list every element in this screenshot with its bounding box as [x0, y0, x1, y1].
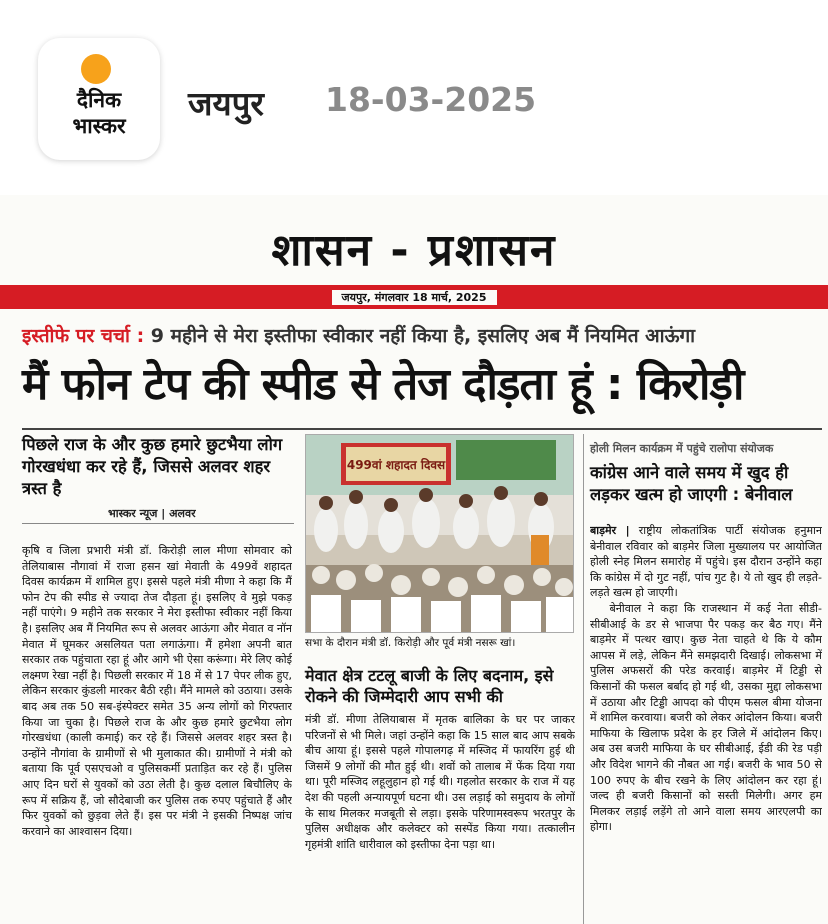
right-para1: राष्ट्रीय लोकतांत्रिक पार्टी संयोजक हनुमान बेनीवाल रविवार को बाड़मेर जिला मुख्यालय पर आयोजित होली स्नेह मिलन समारोह में पहुंचे। इस दौरान उन्होंने कहा कि कांग्रेस में दो गुट नहीं, पांच गुट है। ये तो खुद ही लड़ते-लड़ते खत्म हो जाएगी। — [590, 524, 822, 600]
byline: भास्कर न्यूज | अलवर — [108, 507, 196, 520]
sun-icon — [81, 54, 111, 84]
left-rule — [22, 523, 294, 524]
right-tagline: होली मिलन कार्यक्रम में पहुंचे रालोपा संयोजक — [590, 442, 774, 455]
column-divider — [583, 434, 584, 924]
dateline-text: जयपुर, मंगलवार 18 मार्च, 2025 — [332, 290, 497, 305]
middle-article-body[interactable]: मंत्री डॉ. मीणा तेलियाबास में मृतक बालिका के घर पर जाकर परिजनों से भी मिले। जहां उन्होंने कहा कि 15 साल बाद आप सबके बीच आया हूं। इससे पहले गोपालगढ़ में मस्जिद में फायरिंग हुई थी जिसमें 9 लोगों की मौत हुई थी। शवों को तालाब में फेंक दिया गया था। पूरी मस्जिद लहूलुहान हो गई थी। गहलोत सरकार के राज में यह देश की पहली अन्यायपूर्ण घटना थी। उस लड़ाई को समुदाय के लोगों के साथ मिलकर मजबूती से लड़ा। इसके परिणामस्वरूप भरतपुर के पुलिस अधीक्षक और कलेक्टर को सस्पेंड किया गया। तत्कालीन गृहमंत्री शांति धारीवाल को इस्तीफा देना पड़ा था। — [305, 713, 575, 851]
kicker — [22, 322, 822, 348]
right-para2: बेनीवाल ने कहा कि राजस्थान में कई नेता सीडी-सीबीआई के डर से भाजपा पैर पकड़ कर बैठ गए। मैंने बाड़मेर में पत्थर खाए। कुछ नेता चाहते थे कि ये कौम आपस में लड़े, लेकिन मैंने समझदारी दिखाई। लोकसभा में पुलिस अफसरों की परेड करवाई। बाड़मेर में टिड्डी से किसानों की फसल बर्बाद हो गई थी, उसका मुद्दा लोकसभा में उठाया और टिड्डी आपदा को पीएम फसल बीमा योजना में शामिल करवाया। बजरी को लेकर आंदोलन किया। बजरी माफिया के खिलाफ प्रदेश के हर जिले में आंदोलन किए। अब उस बजरी माफिया के घर सीबीआई, ईडी की रेड पड़ी और विदेश भागने की नौबत आ गई। बजरी के भाव 50 से 100 रुपए के बीच रखने के लिए आंदोलन कर रहा हूं। जल्द ही बजरी किसानों को सस्ती मिलेगी। अगर हम मिलकर लड़ाई लड़ेंगे तो आने वाला समय आरएलपी का होगा। — [590, 601, 822, 834]
headline-rule — [22, 428, 822, 430]
edition-date[interactable]: 18-03-2025 — [325, 80, 537, 119]
kicker-label: इस्तीफे पर चर्चा : — [22, 325, 145, 347]
right-article-body[interactable] — [590, 523, 822, 924]
logo-text-line2: भास्कर — [72, 114, 126, 138]
left-subhead[interactable]: पिछले राज के और कुछ हमारे छुटभैया लोग गोरखधंधा कर रहे हैं, जिससे अलवर शहर त्रस्त है — [22, 435, 283, 498]
app-logo[interactable] — [38, 38, 160, 160]
right-headline[interactable]: कांग्रेस आने वाले समय में खुद ही लड़कर खत्म हो जाएगी : बेनीवाल — [590, 463, 793, 504]
photo-caption: सभा के दौरान मंत्री डॉ. किरोड़ी और पूर्व मंत्री नसरू खां। — [305, 637, 516, 649]
photo-banner-text: 499वां शहादत दिवस — [346, 458, 446, 472]
news-photo[interactable] — [305, 434, 574, 633]
middle-headline[interactable]: मेवात क्षेत्र टटलू बाजी के लिए बदनाम, इसे रोकने की जिम्मेदारी आप सभी की — [305, 666, 554, 706]
logo-text-line1: दैनिक — [76, 88, 122, 112]
kicker-text: 9 महीने से मेरा इस्तीफा स्वीकार नहीं किया है, इसलिए अब मैं नियमित आऊंगा — [144, 325, 696, 347]
left-article-body[interactable]: कृषि व जिला प्रभारी मंत्री डॉ. किरोड़ी लाल मीणा सोमवार को तेलियाबास नौगावां में राजा हसन खां मेवाती के 499वें शहादत दिवस कार्यक्रम में शामिल हुए। इससे पहले मंत्री मीणा ने कहा कि मैं फोन टेप की स्पीड से ज्यादा तेज दौड़ता हूं। इसलिए वे मुझे पकड़ नहीं पाएंगे। 9 महीने तक सरकार ने मेरा इस्तीफा स्वीकार नहीं किया है। इसलिए अब मैं नियमित रूप से अलवर आऊंगा और मेवात व नॉन मेवात में घूमकर असलियत पता लगाऊंगा। मैं हमेशा अपनी बात सरकार तक पहुंचाता रहा हूं और आगे भी ऐसा करूंगा। मेरे लिए कोई लक्ष्मण रेखा नहीं है। पिछली सरकार में 18 में से 17 पेपर लीक हुए, लेकिन सरकार कुंडली मारकर बैठी रही। मैंने मामले को उठाया। उसके बाद अब तक 50 सब-इंस्पेक्टर समेत 35 अन्य लोगों को गिरफ्तार किया जा चुका है। पिछले राज के और कुछ हमारे छुटभैया लोग गोरखधंधा (काली कमाई) कर रहे हैं। जिससे अलवर शहर त्रस्त है। उन्होंने नौगांवा के ग्रामीणों से भी मुलाकात की। ग्रामीणों ने मंत्री को बताया कि पूर्व एसएचओ व पुलिसकर्मी प्रताड़ित कर रहे हैं। पुलिस आए दिन घरों से युवकों को उठा लेती है। कुछ दलाल बिचौलिए के रूप में सक्रिय हैं, जो सौदेबाजी कर पुलिस तक रुपए पहुंचाते हैं और फिर युवकों को छुड़वा लेते हैं। इस पर मंत्री ने इसकी निष्पक्ष जांच करवाने का आश्वासन दिया। — [22, 544, 292, 838]
dateline — [0, 290, 828, 305]
right-dateline: बाड़मेर | — [590, 524, 630, 537]
edition-city[interactable]: जयपुर — [188, 84, 264, 123]
main-headline[interactable]: मैं फोन टेप की स्पीड से तेज दौड़ता हूं : किरोड़ी — [22, 359, 744, 410]
section-title: शासन - प्रशासन — [271, 225, 557, 276]
